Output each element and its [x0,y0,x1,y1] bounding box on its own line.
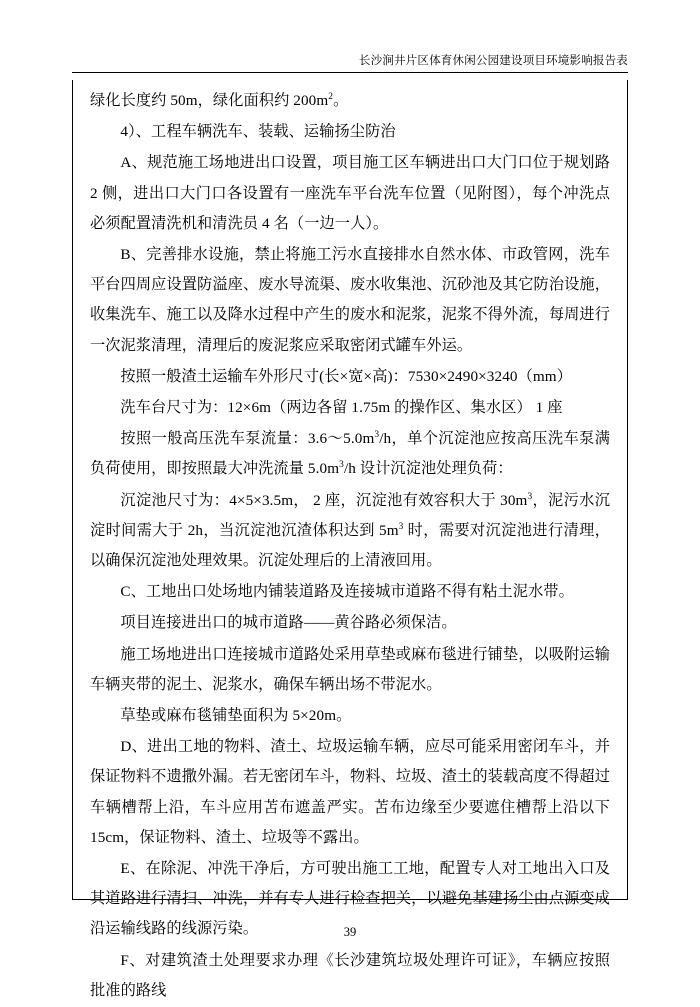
paragraph: 草垫或麻布毯铺垫面积为 5×20m。 [120,707,352,725]
paragraph: A、规范施工场地进出口设置，项目施工区车辆进出口大门口位于规划路 2 侧，进出口大门口各设置有一座洗车平台洗车位置（见附图），每个冲洗点必须配置清洗机和清洗员 4 名（一边一人）。 [90,154,610,232]
paragraph: 绿化长度约 50m，绿化面积约 $200m^2$。 [90,91,349,109]
superscript: 3 [398,521,404,532]
paragraph: D、进出工地的物料、渣土、垃圾运输车辆，应尽可能采用密闭车斗，并保证物料不遗撒外漏。若无密闭车斗，物料、垃圾、渣土的装载高度不得超过车辆槽帮上沿，车斗应用苫布遮盖严实。苫布边缘至少要遮住槽帮上沿以下 15cm，保证物料、渣土、垃圾等不露出。 [90,738,610,846]
paragraph: 按照一般渣土运输车外形尺寸(长×宽×高)：7530×2490×3240（mm） [120,367,572,385]
paragraph: B、完善排水设施，禁止将施工污水直接排水自然水体、市政管网，洗车平台四周应设置防溢座、废水导流渠、废水收集池、沉砂池及其它防治设施，收集洗车、施工以及降水过程中产生的废水和泥浆，泥浆不得外流，每周进行一次泥浆清理，清理后的废泥浆应采取密闭式罐车外运。 [90,246,610,354]
page-header: 长沙涧井片区体育休闲公园建设项目环境影响报告表 [358,55,628,67]
paragraph: C、工地出口处场地内铺装道路及连接城市道路不得有粘土泥水带。 [120,583,574,601]
page-number: 39 [343,925,357,939]
document-body [82,86,618,1007]
paragraph: 施工场地进出口连接城市道路处采用草垫或麻布毯进行铺垫，以吸附运输车辆夹带的泥土、泥浆水，确保车辆出场不带泥水。 [90,645,610,693]
header-divider [72,72,628,73]
superscript: 2 [328,91,334,102]
paragraph: E、在除泥、冲洗干净后，方可驶出施工工地，配置专人对工地出入口及其道路进行清扫、冲洗，并有专人进行检查把关，以避免基建扬尘由点源变成沿运输线路的线源污染。 [90,860,610,938]
paragraph: 洗车台尺寸为：12×6m（两边各留 1.75m 的操作区、集水区） 1 座 [120,399,563,417]
paragraph: 项目连接进出口的城市道路——黄谷路必须保洁。 [120,614,457,632]
paragraph: 4）、工程车辆洗车、装载、运输扬尘防治 [120,123,396,141]
paragraph: F、对建筑渣土处理要求办理《长沙建筑垃圾处理许可证》，车辆应按照批准的路线 [90,951,610,999]
superscript: 3 [374,430,380,441]
paragraph: 沉淀池尺寸为：4×5×3.5m， 2 座，沉淀池有效容积大于 $30m^3$，泥污水沉淀时间需大于 2h，当沉淀池沉渣体积达到 $5m^3$ 时，需要对沉淀池进行清理，以确保沉淀池处理效果。沉淀处理后的上清液回用。 [90,491,610,570]
superscript: 3 [527,491,533,502]
paragraph: 按照一般高压洗车泵流量：$3.6\sim 5.0m^3/h$，单个沉淀池应按高压洗车泵满负荷使用，即按照最大冲洗流量 $5.0m^3/h$ 设计沉淀池处理负荷： [90,430,610,478]
superscript: 3 [339,460,344,471]
